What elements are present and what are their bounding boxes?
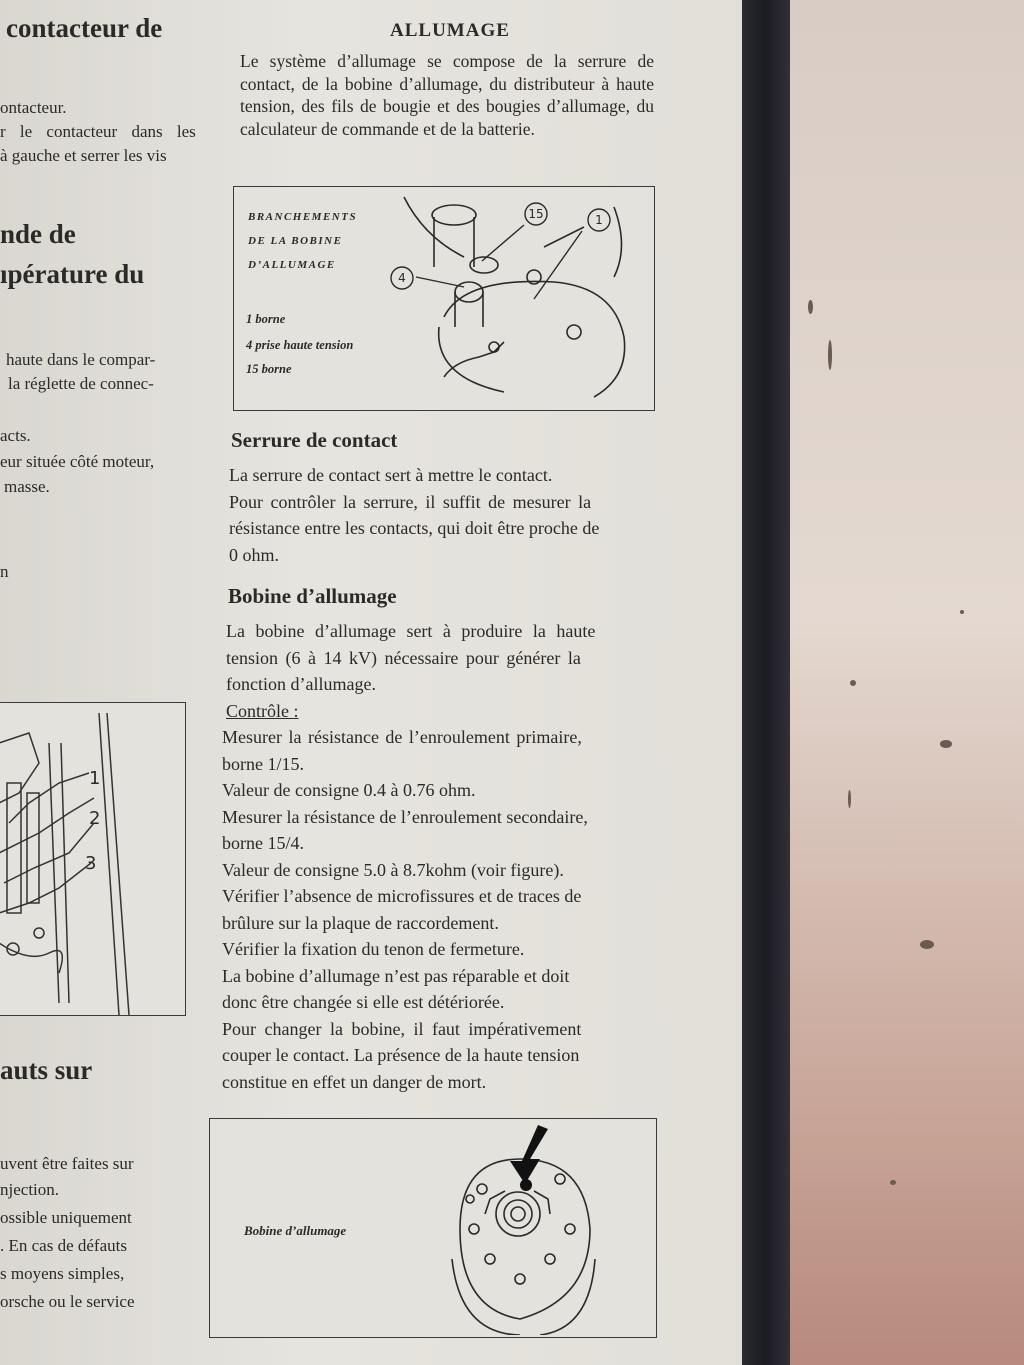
text-line: Mesurer la résistance de l’enroulement primaire, [222,727,582,747]
left-text-line: ontacteur. [0,98,67,117]
figure-title-line: BRANCHEMENTS [248,211,358,223]
left-text-line: eur située côté moteur, [0,452,155,471]
text-line: La serrure de contact sert à mettre le contact. [229,465,553,485]
figure-legend-line: 15 borne [246,362,292,376]
figure-caption: Bobine d’allumage [244,1223,347,1238]
text-line: résistance entre les contacts, qui doit être proche de [229,518,600,538]
text-line: constitue en effet un danger de mort. [222,1071,487,1092]
left-heading-top: contacteur de [6,13,163,43]
left-text-line: uvent être faites sur [0,1154,134,1173]
text-line: couper le contact. La présence de la haute tension [222,1045,580,1065]
arrow-icon [510,1125,548,1184]
callout-15: 15 [528,207,544,221]
controle-text [222,724,588,1095]
left-text-line: la réglette de connec- [8,374,154,393]
text-line: Mesurer la résistance de l’enroulement secondaire, [222,806,588,827]
figure-label: 2 [89,808,101,829]
left-heading-mid: ıpérature du [0,259,145,289]
figure-title-line: DE LA BOBINE [248,235,343,247]
text-line: borne 15/4. [222,833,304,853]
left-text-line: haute dans le compar- [6,350,156,369]
text-line: 0 ohm. [229,544,280,565]
serrure-text [229,462,599,568]
left-text-line: r le contacteur dans les [0,122,196,141]
left-text-line: s moyens simples, [0,1264,125,1283]
intro-paragraph: Le système d’allumage se compose de la serrure de contact, de la bobine d’allumage, du distributeur à haute tension, des fils de bougie et des bougies d’allumage, du calculateur de commande et de la batterie. [240,51,654,139]
figure-coil-connections [233,186,655,411]
left-text-line: à gauche et serrer les vis [0,146,167,165]
text-line: tension (6 à 14 kV) nécessaire pour générer la [226,647,581,668]
coil-top-drawing [430,1119,650,1335]
figure-label: 3 [85,853,97,874]
left-text-line: masse. [4,477,50,496]
left-heading-bottom: auts sur [0,1055,93,1085]
text-line: La bobine d’allumage sert à produire la haute [226,621,596,641]
figure-coil [209,1118,657,1338]
heading-serrure: Serrure de contact [231,428,398,452]
left-text-line: njection. [0,1180,60,1199]
table-surface [790,0,1024,1365]
text-line: fonction d’allumage. [226,674,376,694]
controle-label: Contrôle : [226,700,299,721]
text-line: brûlure sur la plaque de raccordement. [222,912,499,933]
left-figure [0,702,186,1016]
left-text-line: acts. [0,426,31,445]
figure-title-line: D’ALLUMAGE [248,259,336,271]
callout-1: 1 [595,213,603,227]
text-line: Vérifier l’absence de microfissures et de traces de [222,886,582,906]
callout-4: 4 [398,271,406,285]
text-line: Pour changer la bobine, il faut impérativement [222,1018,582,1039]
figure-label: 1 [89,768,101,789]
left-text-line: ossible uniquement [0,1208,132,1227]
text-line: Vérifier la fixation du tenon de fermeture. [222,939,525,959]
section-title: ALLUMAGE [390,20,510,41]
text-line: Valeur de consigne 0.4 à 0.76 ohm. [222,780,476,800]
text-line: Valeur de consigne 5.0 à 8.7kohm (voir figure). [222,859,564,880]
left-heading-mid: nde de [0,219,76,249]
left-text-line: . En cas de défauts [0,1236,127,1255]
bobine-text [226,618,595,724]
left-text-line: orsche ou le service [0,1292,135,1311]
text-line: borne 1/15. [222,753,304,774]
figure-legend-line: 1 borne [246,312,286,326]
left-text-line: n [0,562,9,581]
figure-legend-line: 4 prise haute tension [246,338,354,352]
text-line: Pour contrôler la serrure, il suffit de mesurer la [229,491,592,512]
text-line: La bobine d’allumage n’est pas réparable et doit [222,965,570,986]
heading-bobine: Bobine d’allumage [228,584,397,608]
text-line: donc être changée si elle est détériorée. [222,992,505,1012]
coil-drawing [384,187,652,408]
